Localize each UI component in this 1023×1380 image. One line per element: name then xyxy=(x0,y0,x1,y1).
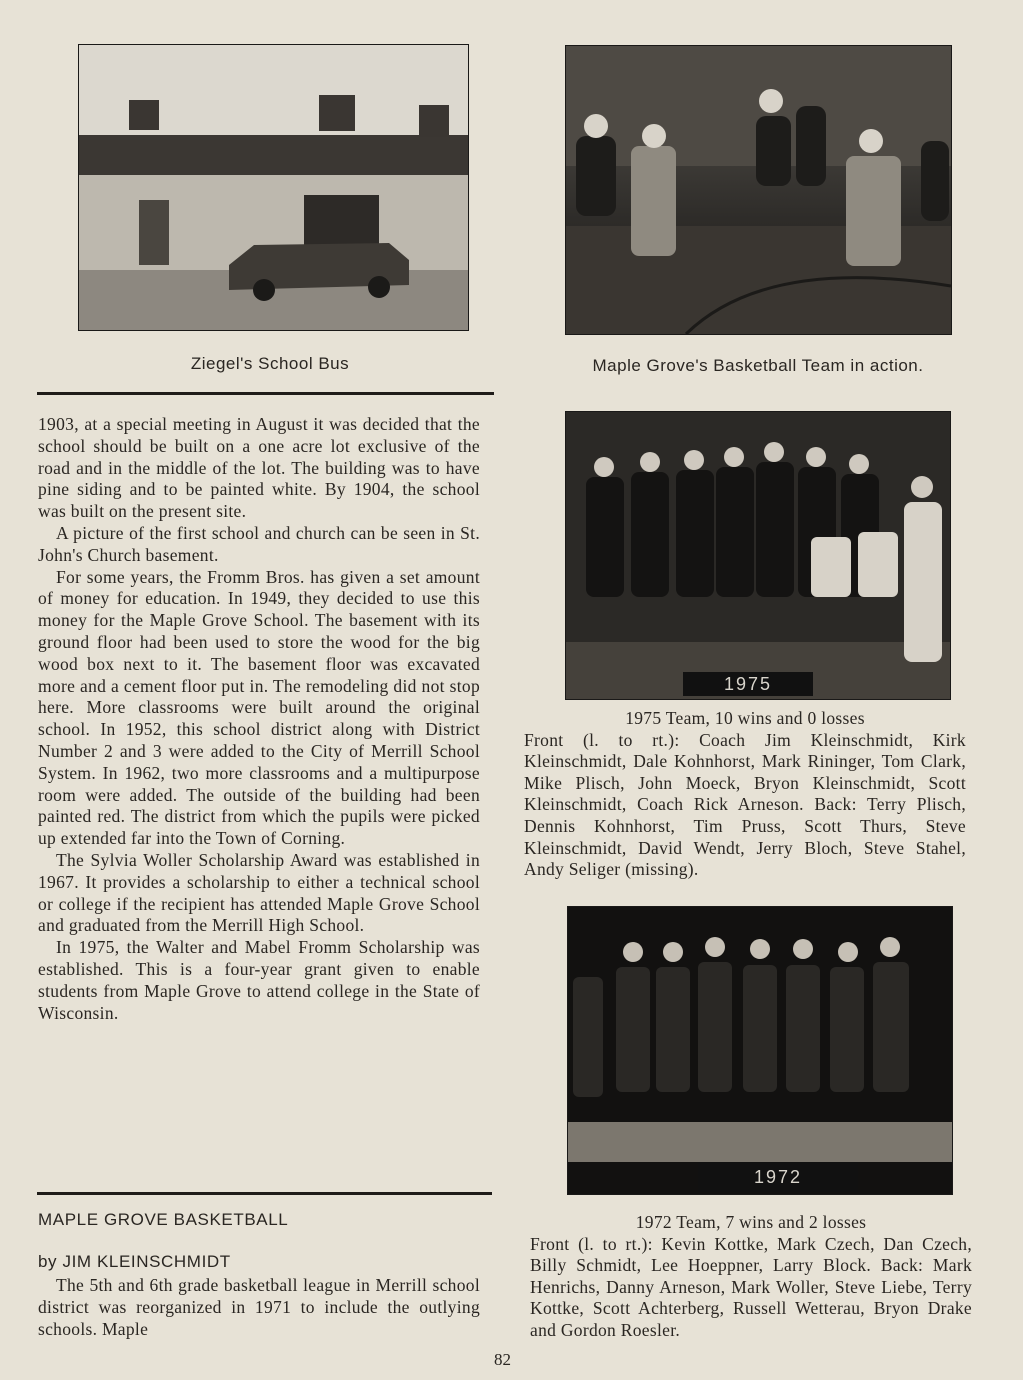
article-paragraph: The 5th and 6th grade basketball league in Merrill school district was reorganized in 1971 to include the outlying schools. Maple xyxy=(38,1275,480,1339)
team-1975-caption xyxy=(524,708,966,881)
section-divider xyxy=(37,1192,492,1195)
team-1972-caption xyxy=(530,1212,972,1342)
team-1972-photo xyxy=(567,906,953,1195)
article-paragraph: The Sylvia Woller Scholarship Award was established in 1967. It provides a scholarship to either a technical school or college if the recipient has attended Maple Grove School and graduated from the Merrill High School. xyxy=(38,849,480,936)
article-paragraph: For some years, the Fromm Bros. has given a set amount of money for education. In 1949, they decided to use this money for the Maple Grove School. The basement with its ground floor had been used to store the wood for the big wood box next to it. The basement floor was excavated more and a cement floor put in. The remodeling did not stop here. More classrooms were built around the original school. In 1952, this school district along with District Number 2 and 3 were added to the City of Merrill School System. In 1962, two more classrooms and a multipurpose room were added. The outside of the building had been painted red. The district from which the pupils were picked up extended far into the Town of Corning. xyxy=(38,566,480,849)
basketball-text xyxy=(38,1275,480,1340)
school-bus-photo xyxy=(78,44,469,331)
caption-names: Front (l. to rt.): Kevin Kottke, Mark Czech, Dan Czech, Billy Schmidt, Lee Hoeppner, Larry Block. Back: Mark Henrichs, Danny Arneson, Mark Woller, Steve Liebe, Terry Kottke, Scott Achterberg, Russell Wetterau, Bryon Drake and Gordon Roesler. xyxy=(530,1233,972,1340)
caption-names: Front (l. to rt.): Coach Jim Kleinschmidt, Kirk Kleinschmidt, Dale Kohnhorst, Mark Rininger, Tom Clark, Mike Plisch, John Moeck, Bryon Kleinschmidt, Scott Kleinschmidt, Coach Rick Arneson. Back: Terry Plisch, Dennis Kohnhorst, Tim Pruss, Scott Thurs, Steve Kleinschmidt, David Wendt, Jerry Bloch, Steve Stahel, Andy Seliger (missing). xyxy=(524,729,966,880)
article-paragraph: A picture of the first school and church can be seen in St. John's Church basement. xyxy=(38,522,480,565)
section-divider xyxy=(37,392,494,395)
article-paragraph: In 1975, the Walter and Mabel Fromm Scholarship was established. This is a four-year grant given to enable students from Maple Grove to attend college in the State of Wisconsin. xyxy=(38,937,480,1023)
year-plate-1972: 1972 xyxy=(698,1162,858,1192)
caption-title: 1972 Team, 7 wins and 2 losses xyxy=(635,1212,867,1232)
basketball-action-photo xyxy=(565,45,952,335)
page-number: 82 xyxy=(494,1350,511,1369)
article-paragraph: 1903, at a special meeting in August it was decided that the school should be built on a one acre lot exclusive of the road and in the middle of the lot. The building was to have pine siding and to be painted white. By 1904, the school was built on the present site. xyxy=(38,414,480,522)
byline: by JIM KLEINSCHMIDT xyxy=(38,1252,231,1271)
section-heading: MAPLE GROVE BASKETBALL xyxy=(38,1210,289,1229)
caption-title: 1975 Team, 10 wins and 0 losses xyxy=(625,708,865,728)
bus-caption: Ziegel's School Bus xyxy=(190,354,350,373)
team-1975-photo xyxy=(565,411,951,700)
action-caption: Maple Grove's Basketball Team in action. xyxy=(592,356,924,375)
year-plate-1975: 1975 xyxy=(683,672,813,696)
article-body xyxy=(38,414,480,1024)
